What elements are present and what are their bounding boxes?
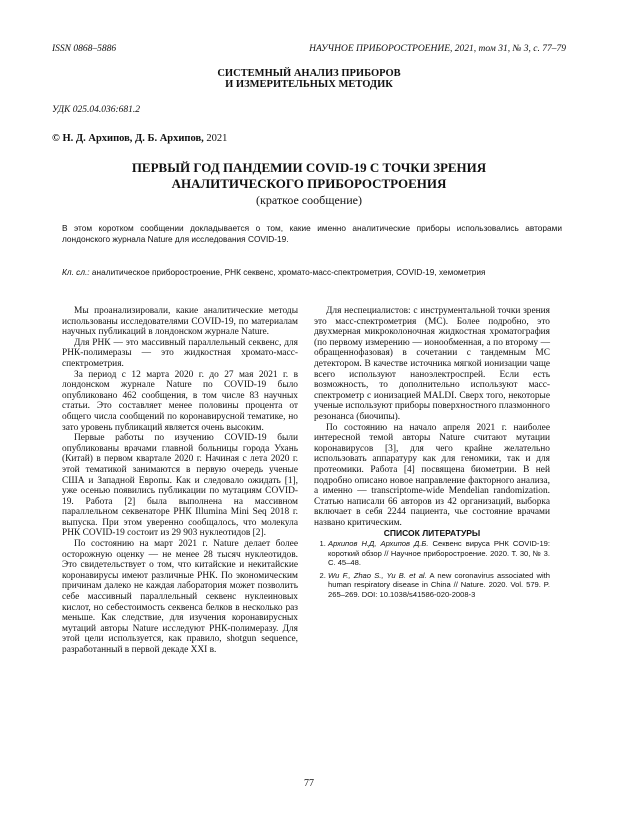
keywords-text: аналитическое приборостроение, РНК секвенс, хромато-масс-спектрометрия, COVID-19, хемометрия: [89, 267, 486, 277]
keywords-label: Кл. сл.:: [62, 267, 90, 277]
title-line-1: ПЕРВЫЙ ГОД ПАНДЕМИИ COVID-19 С ТОЧКИ ЗРЕНИЯ: [131, 160, 487, 175]
left-column: [62, 306, 298, 656]
reference-text: Секвенс вируса РНК COVID-19: короткий обзор // Научное приборостроение. 2020. Т. 30, № 3. С. 45–48.: [328, 539, 550, 568]
title-line-2: АНАЛИТИЧЕСКОГО ПРИБОРОСТРОЕНИЯ: [171, 176, 447, 191]
udk-code: УДК 025.04.036:681.2: [52, 105, 141, 115]
reference-text: A new coronavirus associated with human respiratory disease in China // Nature. 2020. Vol. 579. P. 265–269. DOI: 10.1038/s41586-020-2008-3: [328, 570, 551, 599]
abstract: В этом коротком сообщении докладывается о том, какие именно аналитические приборы использовались авторами лондонского журнала Nature для исследования COVID-19.: [62, 223, 562, 244]
author-names: © Н. Д. Архипов, Д. Б. Архипов,: [52, 133, 204, 144]
reference-authors: Wu F., Zhao S., Yu B. et al.: [328, 570, 427, 580]
references-title: СПИСОК ЛИТЕРАТУРЫ: [383, 528, 481, 539]
authors: [52, 133, 227, 144]
keywords: [62, 267, 562, 278]
paragraph: По состоянию на март 2021 г. Nature делает более осторожную оценку — не менее 28 тысяч нуклеотидов. Это свидетельствует о том, что китайские и некитайские коронавирусы имеют различные РНК. По экономическим причинам далеко не каждая лаборатория может позволить себе массивный параллельный секвенс нуклеиновых кислот, но себестоимость секвенса белков в несколько раз меньше. Как следствие, для изучения коронавирусных мутаций авторы Nature исследуют РНК-полимеразу. Для этой цели используется, как правило, shotgun sequence, разработанный в первой декаде XXI в.: [62, 539, 298, 655]
paragraph: За период с 12 марта 2020 г. до 27 мая 2021 г. в лондонском журнале Nature по COVID-19 было опубликовано 462 сообщения, в том числе 83 научных статьи. Это составляет менее половины процента от общего числа сообщений по коронавирусной тематике, но зато уровень публикаций является очень высоким.: [62, 369, 298, 433]
page-number: 77: [304, 778, 314, 789]
article-title: [60, 160, 558, 192]
paragraph: По состоянию на начало апреля 2021 г. наиболее интересной темой авторы Nature считают мутации коронавирусов [3], для чего крайне желательно использовать аппаратуру как для геномики, так и для протеомики. Работа [4] посвящена биометрии. В ней подробно описано новое направление факторного анализа, а именно — transcriptome-wide Mendelian randomization. Статью написали 66 авторов из 42 организаций, выборка включает в себя 2244 пациента, чье состояние врачами названо критическим.: [314, 422, 550, 528]
references-list: [314, 539, 550, 599]
reference-item: [328, 539, 550, 568]
paragraph: Для РНК — это массивный параллельный секвенс, для РНК-полимеразы — это жидкостная хромато-масс-спектрометрия.: [62, 337, 298, 369]
issn: ISSN 0868–5886: [52, 44, 117, 54]
journal-header: НАУЧНОЕ ПРИБОРОСТРОЕНИЕ, 2021, том 31, № 3, с. 77–79: [309, 44, 566, 54]
paragraph: Для неспециалистов: с инструментальной точки зрения это масс-спектрометрия (МС). Более подробно, это двухмерная микроколоночная жидкостная хроматография (по первому измерению — ионообменная, а по второму — обращеннофазовая) в сочетании с тандемным МС детектором. В качестве источника мягкой ионизации чаще всего используют наноэлектроспрей. Если есть возможность, то дополнительно используют масс-спектрометр с ионизацией MALDI. Сверх того, некоторые ученые используют приборы поверхностного плазмонного резонанса (биочипы).: [314, 306, 550, 422]
section-rubric: [0, 68, 618, 90]
paragraph: Первые работы по изучению COVID-19 были опубликованы врачами главной больницы города Ухань (Китай) в первом квартале 2020 г. Начиная с лета 2020 г. этой тематикой занимаются в первую очередь ученые США и Западной Европы. Как и следовало ожидать [1], уже осенью появились публикации по мутациям COVID-19. Работа [2] была выполнена на массивном параллельном секвенаторе РНК Illumina Mini Seq 2018 г. выпуска. При этом уверенно сообщалось, что молекула РНК COVID-19 состоит из 29 903 нуклеотидов [2].: [62, 433, 298, 539]
reference-item: [328, 571, 550, 600]
paragraph: Мы проанализировали, какие аналитические методы использованы исследователями COVID-19, по материалам научных публикаций в лондонском журнале Nature.: [62, 306, 298, 338]
article-subtitle: (краткое сообщение): [256, 193, 362, 207]
rubric-line-1: СИСТЕМНЫЙ АНАЛИЗ ПРИБОРОВ: [217, 68, 401, 79]
copyright-year: 2021: [206, 133, 228, 144]
rubric-line-2: И ИЗМЕРИТЕЛЬНЫХ МЕТОДИК: [225, 79, 393, 90]
reference-authors: Архипов Н.Д, Архипов Д.Б.: [328, 539, 429, 549]
right-column: [314, 306, 550, 602]
